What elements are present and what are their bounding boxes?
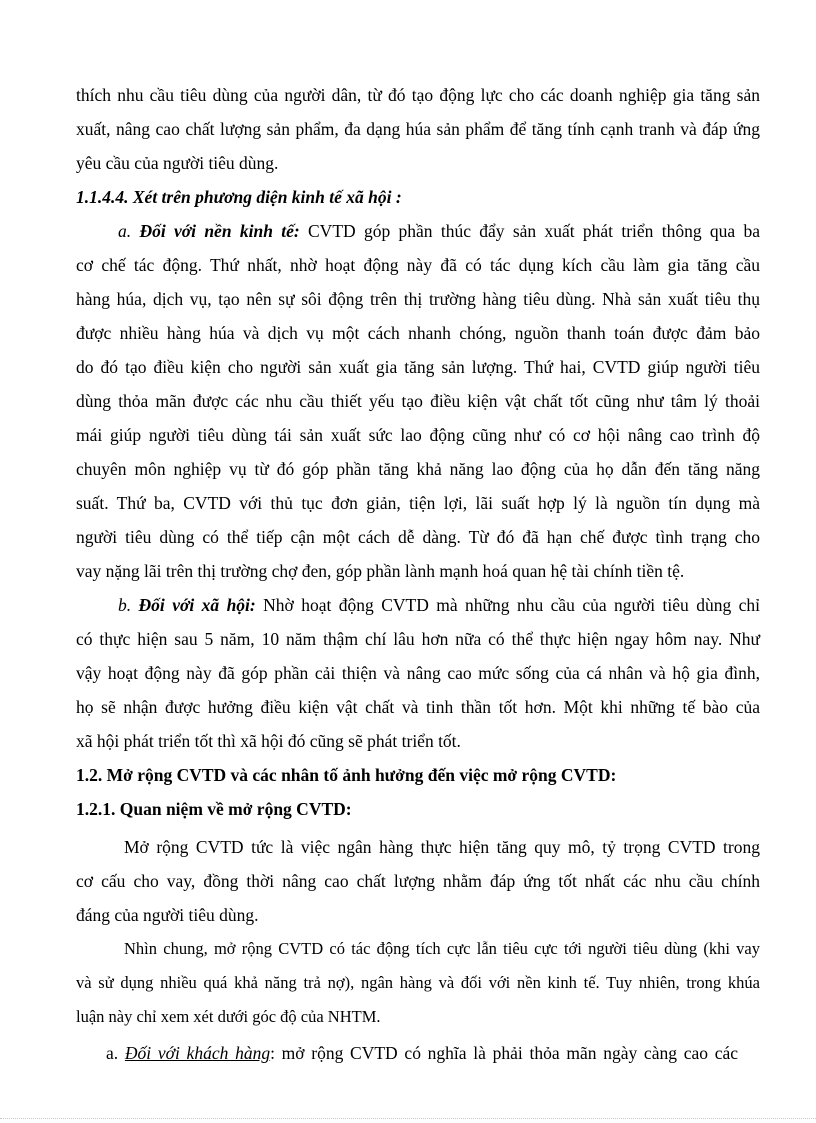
paragraph-line: hàng húa, dịch vụ, tạo nên sự sôi động trên thị trường hàng tiêu dùng. Nhà sản xuất tiêu thụ	[76, 289, 760, 309]
item-text: : mở rộng CVTD có nghĩa là phải thỏa mãn ngày càng cao các	[270, 1043, 739, 1063]
item-a-first-line	[118, 220, 760, 242]
section-heading-1-2-1: 1.2.1. Quan niệm về mở rộng CVTD:	[76, 799, 352, 819]
paragraph-line: cơ cấu cho vay, đồng thời nâng cao chất lượng nhằm đáp ứng tốt nhất các nhu cầu chính	[76, 871, 760, 891]
paragraph-line: có thực hiện sau 5 năm, 10 năm thậm chí lâu hơn nữa có thể thực hiện ngay hôm nay. Như	[76, 629, 760, 649]
item-text: Nhờ hoạt động CVTD mà những nhu cầu của người tiêu dùng chỉ	[255, 595, 760, 615]
paragraph-line: người tiêu dùng có thể tiếp cận một cách dễ dàng. Từ đó đã hạn chế được tình trạng cho	[76, 527, 760, 547]
paragraph-line: cơ chế tác động. Thứ nhất, nhờ hoạt động này đã có tác dụng kích cầu làm gia tăng cầu	[76, 255, 760, 275]
item-label: Đối với nền kinh tế:	[139, 221, 300, 241]
paragraph-line: và sử dụng nhiều quá khả năng trả nợ), ngân hàng và đối với nền kinh tế. Tuy nhiên, trong khúa	[76, 973, 760, 992]
paragraph-line: được nhiều hàng húa và dịch vụ một cách nhanh chóng, nguồn thanh toán được đảm bảo	[76, 323, 760, 343]
page-bottom-border	[0, 1118, 816, 1119]
section-heading-1-1-4-4: 1.1.4.4. Xét trên phương diện kinh tế xã hội :	[76, 187, 402, 207]
paragraph-line: đáng của người tiêu dùng.	[76, 905, 259, 925]
paragraph-line: mái giúp người tiêu dùng tái sản xuất sức lao động cũng như có cơ hội nâng cao trình độ	[76, 425, 760, 445]
paragraph-line: vay nặng lãi trên thị trường chợ đen, góp phần lành mạnh hoá quan hệ tài chính tiền tệ.	[76, 561, 685, 581]
item-b-first-line	[118, 594, 760, 616]
paragraph-line: xuất, nâng cao chất lượng sản phẩm, đa dạng húa sản phẩm để tăng tính cạnh tranh và đáp ứng	[76, 119, 760, 139]
paragraph-line: dùng thỏa mãn được các nhu cầu thiết yếu tạo điều kiện vật chất tốt cũng như tâm lý thoải	[76, 391, 760, 411]
paragraph-line: yêu cầu của người tiêu dùng.	[76, 153, 279, 173]
section-heading-1-2: 1.2. Mở rộng CVTD và các nhân tố ảnh hưởng đến việc mở rộng CVTD:	[76, 765, 617, 785]
paragraph-line: Nhìn chung, mở rộng CVTD có tác động tích cực lẫn tiêu cực tới người tiêu dùng (khi vay	[124, 939, 760, 958]
paragraph-line: do đó tạo điều kiện cho người sản xuất gia tăng sản lượng. Thứ hai, CVTD giúp người tiêu	[76, 357, 760, 377]
item-marker: a.	[106, 1043, 119, 1063]
paragraph-line: chuyên môn nghiệp vụ từ đó góp phần tăng khả năng lao động của họ dẫn đến tăng năng	[76, 459, 760, 479]
item-label: Đối với xã hội:	[138, 595, 256, 615]
paragraph-line: họ sẽ nhận được hưởng điều kiện vật chất và tinh thần tốt hơn. Một khi những tế bào của	[76, 697, 760, 717]
item-customer-line	[106, 1042, 738, 1064]
paragraph-line: Mở rộng CVTD tức là việc ngân hàng thực hiện tăng quy mô, tỷ trọng CVTD trong	[124, 837, 760, 857]
item-text: CVTD góp phần thúc đẩy sản xuất phát triển thông qua ba	[299, 221, 760, 241]
paragraph-line: suất. Thứ ba, CVTD với thủ tục đơn giản, tiện lợi, lãi suất hợp lý là nguồn tín dụng mà	[76, 493, 760, 513]
item-marker: a.	[118, 221, 132, 241]
item-label: Đối với khách hàng	[124, 1043, 271, 1063]
paragraph-line: vậy hoạt động này đã góp phần cải thiện và nâng cao mức sống của cá nhân và hộ gia đình,	[76, 663, 760, 683]
item-marker: b.	[118, 595, 132, 615]
paragraph-line: xã hội phát triển tốt thì xã hội đó cũng sẽ phát triển tốt.	[76, 731, 461, 751]
paragraph-line: thích nhu cầu tiêu dùng của người dân, từ đó tạo động lực cho các doanh nghiệp gia tăng sản	[76, 85, 760, 105]
paragraph-line: luận này chỉ xem xét dưới góc độ của NHTM.	[76, 1007, 381, 1026]
